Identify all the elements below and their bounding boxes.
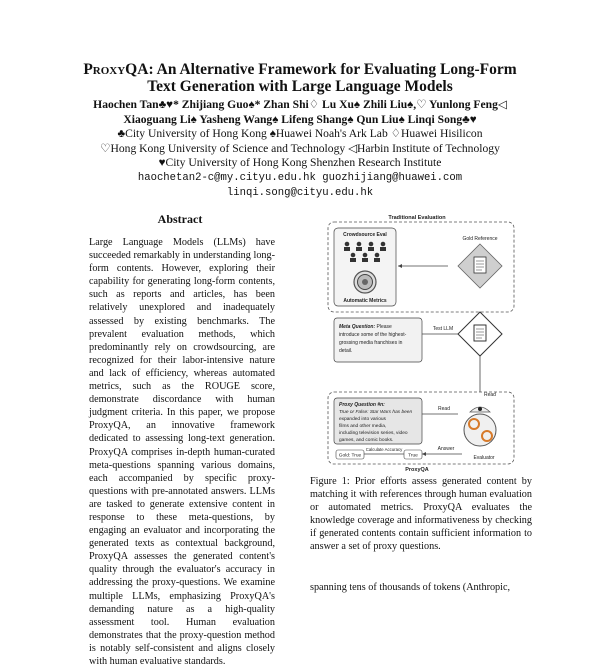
traditional-eval-label: Traditional Evaluation [388, 215, 446, 221]
authors-line1: Haochen Tan♣♥* Zhijiang Guo♠* Zhan Shi♢ Lu Xu♠ Zhili Liu♠,♡ Yunlong Feng◁ [93, 98, 507, 111]
gear-icon [354, 271, 376, 293]
read-label-top: Read [484, 392, 496, 398]
meta-question-text1: Please [376, 324, 392, 330]
proxy-question-label: Proxy Question #n: [339, 402, 385, 408]
llm-document-icon [474, 325, 486, 341]
gold-reference-label: Gold Reference [462, 236, 498, 242]
affiliation-line2: ♡Hong Kong University of Science and Technology ◁Harbin Institute of Technology [100, 141, 500, 155]
meta-question-label: Meta Question: [339, 324, 376, 330]
proxy-question-line5: games, and comic books. [339, 438, 394, 443]
pred-true-label: True [408, 453, 418, 459]
author-block [30, 98, 570, 200]
evaluator-label: Evaluator [473, 455, 495, 461]
meta-question-text2: introduce some of the highest- [339, 332, 407, 338]
affiliation-line3: ♥City University of Hong Kong Shenzhen Research Institute [158, 156, 442, 170]
crowdsource-label: Crowdsource Eval [343, 232, 387, 238]
title-line1-rest: : An Alternative Framework for Evaluating Long-Form [148, 61, 517, 78]
figure-caption: Figure 1: Prior efforts assess generated content by matching it with references through human evaluation or automated metrics. ProxyQA evaluates the knowledge coverage and informativeness by checking if generated contents contain sufficient information to answer a set of proxy questions. [310, 476, 532, 553]
body-text-right: spanning tens of thousands of tokens (Anthropic, [310, 582, 511, 593]
calculate-accuracy-label: Calculate Accuracy [365, 447, 403, 452]
abstract-heading: Abstract [157, 212, 203, 226]
evaluator-robot-icon [464, 407, 496, 446]
email-line2: linqi.song@cityu.edu.hk [226, 186, 374, 199]
crowdsource-box [334, 228, 396, 306]
svg-text:Meta Question: Please [339, 324, 392, 330]
meta-question-text4: detail. [339, 348, 353, 354]
proxy-question-line2: expanded into various [339, 417, 386, 422]
title-line2: Text Generation with Large Language Models [147, 78, 453, 95]
paper-title [40, 61, 560, 95]
proxy-question-line4: including television series, video [339, 431, 408, 436]
proxy-question-line1: True or False: Star Wars has been [339, 410, 413, 415]
email-line1: haochetan2-c@my.cityu.edu.hk guozhijiang@huawei.com [137, 171, 463, 184]
abstract-body: Large Language Models (LLMs) have succeeded remarkably in understanding long-form contents. However, exploring their capability for generating long-form contents, such as reports and articles, has been relatively unexplored and inadequately assessed by existing benchmarks. The prevalent evaluation methods, which predominantly rely on crowdsourcing, are recognized for their labor-intensive nature and lack of efficiency, whereas automated metrics, such as the ROUGE score, demonstrate discordance with human judgment criteria. In this paper, we propose ProxyQA, an innovative framework dedicated to assessing long-text generation. ProxyQA comprises in-depth human-curated meta-questions spanning various domains, each accompanied by specific proxy-questions with pre-annotated answers. LLMs are tasked to generate extensive content in response to these meta-questions, by engaging an evaluator and incorporating the generated texts as contextual background, ProxyQA assesses the generated content's quality through the evaluator's accuracy in addressing the proxy-questions. We examine multiple LLMs, emphasizing ProxyQA's demanding nature as a high-quality assessment tool. Human evaluation demonstrates that the proxy-question method is notably self-consistent and aligns closely with human evaluative standards. [89, 237, 275, 667]
title-proxyqa: ProxyQA [83, 61, 149, 78]
gold-document-icon [474, 257, 486, 273]
test-llm-label: Test LLM [432, 326, 454, 332]
read-label-mid: Read [438, 406, 450, 412]
gold-true-label: Gold: True [338, 453, 362, 459]
meta-question-text3: grossing media franchises in [339, 340, 403, 346]
authors-line2: Xiaoguang Li♠ Yasheng Wang♠ Lifeng Shang♠ Qun Liu♠ Linqi Song♣♥ [123, 112, 477, 126]
arrowhead-left [398, 264, 402, 268]
affiliation-line1: ♣City University of Hong Kong ♠Huawei Noah's Ark Lab ♢Huawei Hisilicon [117, 127, 483, 141]
figure-1 [312, 214, 522, 472]
proxy-question-line3: films and other media, [339, 424, 387, 429]
proxyqa-label: ProxyQA [405, 467, 429, 472]
automatic-metrics-label: Automatic Metrics [343, 298, 387, 304]
answer-label: Answer [437, 446, 455, 452]
